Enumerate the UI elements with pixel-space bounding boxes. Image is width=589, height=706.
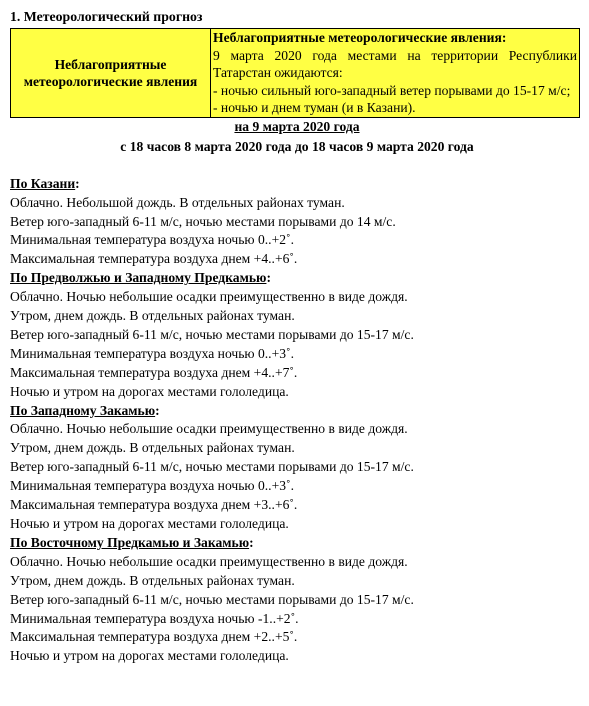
region-block	[10, 269, 584, 401]
forecast-date: на 9 марта 2020 года	[234, 118, 360, 134]
forecast-line: Облачно. Ночью небольшие осадки преимущественно в виде дождя.	[10, 289, 408, 305]
warning-line: - ночью и днем туман (и в Казани).	[213, 100, 416, 116]
forecast-line: Максимальная температура воздуха днем +2..+5˚.	[10, 629, 298, 645]
region-title-line	[10, 402, 584, 421]
forecast-line: Минимальная температура воздуха ночью 0..+2˚.	[10, 232, 294, 248]
forecast-document	[10, 8, 584, 666]
forecast-line: Ночью и утром на дорогах местами гололедица.	[10, 383, 289, 399]
forecast-line: Ветер юго-западный 6-11 м/с, ночью местами порывами до 14 м/с.	[10, 213, 396, 229]
warning-title: Неблагоприятные метеорологические явления:	[213, 29, 507, 45]
forecast-line: Ночью и утром на дорогах местами гололедица.	[10, 648, 289, 664]
region-block	[10, 534, 584, 666]
warning-table	[10, 28, 580, 118]
region-title: По Западному Закамью	[10, 402, 156, 418]
forecast-line: Максимальная температура воздуха днем +4..+6˚.	[10, 251, 298, 267]
forecast-line: Минимальная температура воздуха ночью -1..+2˚.	[10, 610, 299, 626]
forecast-line: Минимальная температура воздуха ночью 0..+3˚.	[10, 345, 294, 361]
region-title: По Казани	[10, 175, 76, 191]
warning-label: Неблагоприятные метеорологические явления	[11, 28, 211, 117]
region-title-line	[10, 269, 584, 288]
region-title-line	[10, 534, 584, 553]
forecast-line: Ночью и утром на дорогах местами гололедица.	[10, 516, 289, 531]
region-title-colon: :	[155, 402, 160, 418]
region-title-line	[10, 175, 584, 194]
forecast-line: Утром, днем дождь. В отдельных районах туман.	[10, 440, 295, 456]
warning-line: - ночью сильный юго-западный ветер порывами до 15-17 м/с;	[213, 82, 571, 98]
region-title: По Предволжью и Западному Предкамью	[10, 270, 267, 286]
region-title-colon: :	[266, 270, 271, 286]
spacer	[10, 157, 584, 175]
forecast-dates	[10, 118, 584, 157]
forecast-line: Минимальная температура воздуха ночью 0..+3˚.	[10, 478, 294, 494]
warning-details	[211, 28, 580, 117]
warning-line: 9 марта 2020 года местами на территории Республики Татарстан ожидаются:	[213, 47, 577, 81]
forecast-line: Ветер юго-западный 6-11 м/с, ночью местами порывами до 15-17 м/с.	[10, 326, 414, 342]
forecast-line: Облачно. Небольшой дождь. В отдельных районах туман.	[10, 194, 345, 210]
region-block	[10, 402, 584, 534]
forecast-period: с 18 часов 8 марта 2020 года до 18 часов 9 марта 2020 года	[120, 138, 474, 154]
region-title-colon: :	[75, 175, 80, 191]
forecast-line: Утром, днем дождь. В отдельных районах туман.	[10, 572, 295, 588]
region-block	[10, 175, 584, 270]
regions-list	[10, 175, 584, 667]
forecast-line: Максимальная температура воздуха днем +3..+6˚.	[10, 497, 298, 513]
forecast-line: Облачно. Ночью небольшие осадки преимущественно в виде дождя.	[10, 421, 408, 437]
forecast-line: Ветер юго-западный 6-11 м/с, ночью местами порывами до 15-17 м/с.	[10, 591, 414, 607]
forecast-line: Максимальная температура воздуха днем +4..+7˚.	[10, 364, 298, 380]
forecast-line: Утром, днем дождь. В отдельных районах туман.	[10, 308, 295, 324]
region-title-colon: :	[249, 534, 254, 550]
section-heading: 1. Метеорологический прогноз	[10, 9, 203, 24]
forecast-line: Ветер юго-западный 6-11 м/с, ночью местами порывами до 15-17 м/с.	[10, 459, 414, 475]
forecast-line: Облачно. Ночью небольшие осадки преимущественно в виде дождя.	[10, 553, 408, 569]
region-title: По Восточному Предкамью и Закамью	[10, 534, 250, 550]
